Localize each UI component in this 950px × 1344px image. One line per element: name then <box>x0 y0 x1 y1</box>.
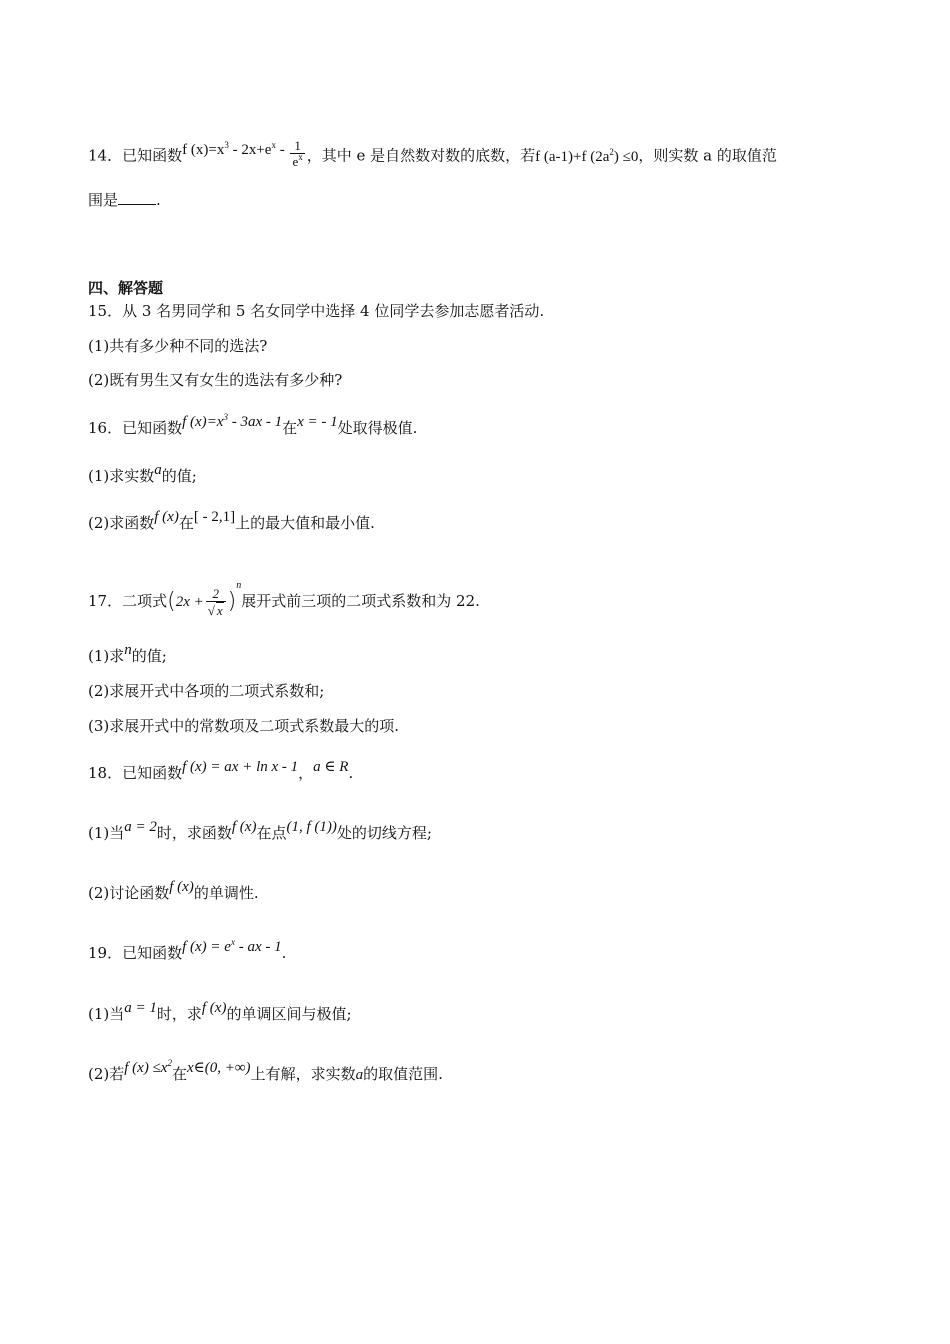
q16-part1: (1)求实数a的值; <box>88 462 197 485</box>
q15-part1: (1)共有多少种不同的选法? <box>88 337 268 355</box>
q17-fraction: $\frac{2}{√ x}$ <box>206 586 226 618</box>
q19-part2: (2)若f $(x) \le x^2$在x∈(0, +∞)上有解，求实数a的取值范围. <box>88 1058 443 1083</box>
q17-part1: (1)求n的值; <box>88 642 167 665</box>
q19-range: x∈(0, +∞) <box>186 1060 251 1076</box>
q16-func: f $(x)=x^3 - 3ax - 1$ <box>182 412 283 430</box>
q17-tail: 展开式前三项的二项式系数和为 22. <box>241 592 480 610</box>
q18-intro: 已知函数 <box>122 764 183 782</box>
q14-line2-text: 围是 <box>88 191 119 209</box>
q18-cond: a = 2 <box>124 819 157 835</box>
q15-part2: (2)既有男生又有女生的选法有多少种? <box>88 371 343 389</box>
q18-part1: (1)当a = 2时，求函数f (x)在点(1, f (1))处的切线方程; <box>88 819 432 842</box>
q19-func: f $(x) = e^x$ - ax - 1 <box>182 937 282 955</box>
q14-line1 <box>88 140 777 173</box>
q18-p2-func: f (x) <box>169 879 194 895</box>
q17-intro: 二项式 <box>122 592 168 610</box>
q18-func: f (x) = ax + ln x - 1 <box>182 759 299 775</box>
q16-tail: 处取得极值. <box>337 419 418 437</box>
q16-part2: (2)求函数f (x)在[ - 2,1]上的最大值和最小值. <box>88 509 375 532</box>
q16-number: 16． <box>88 419 123 437</box>
q14-tail: ，则实数 a 的取值范 <box>638 146 777 165</box>
q17-stem <box>88 580 480 618</box>
q17-exponent: n <box>236 580 242 591</box>
q17-number: 17． <box>88 592 123 610</box>
q19-ineq: f $(x) \le x^2$ <box>124 1058 172 1076</box>
section-title: 四、解答题 <box>88 279 164 297</box>
q16-mid: 在 <box>282 419 298 437</box>
left-paren: ( <box>167 589 176 614</box>
answer-blank[interactable] <box>118 192 156 205</box>
q17-part2: (2)求展开式中各项的二项式系数和; <box>88 682 325 700</box>
q18-number: 18． <box>88 764 123 782</box>
q14-fraction: $\frac{1}{e^x}$ <box>292 138 303 169</box>
q16-intro: 已知函数 <box>122 419 183 437</box>
q16-stem <box>88 412 418 440</box>
right-paren: ) <box>227 589 237 614</box>
q19-stem: 19．已知函数f $(x) = e^x$ - ax - 1. <box>88 937 287 962</box>
q14-line2 <box>88 190 161 210</box>
q18-point: (1, f (1)) <box>286 819 337 835</box>
q14-mid: ，其中 e 是自然数对数的底数，若 <box>306 146 536 165</box>
q18-stem: 18．已知函数f (x) = ax + ln x - 1，a ∈ R. <box>88 759 354 782</box>
q17-part3: (3)求展开式中的常数项及二项式系数最大的项. <box>88 717 400 735</box>
q18-p1-func: f (x) <box>231 819 257 835</box>
q14-condition: f (a-1)+f $(2a^2) \le 0$ <box>535 146 639 165</box>
q19-number: 19． <box>88 944 123 962</box>
q19-part1: (1)当a = 1时，求f (x)的单调区间与极值; <box>88 1000 352 1023</box>
q14-intro: 已知函数 <box>122 146 183 165</box>
q19-intro: 已知函数 <box>122 944 183 962</box>
q14-number: 14． <box>88 146 123 165</box>
q17-var-n: n <box>124 642 132 658</box>
q18-domain: a ∈ R <box>313 759 349 775</box>
q16-var-a: a <box>154 462 162 478</box>
q16-p2-func: f (x) <box>154 509 179 525</box>
q19-p1-func: f (x) <box>201 1000 227 1016</box>
q18-part2: (2)讨论函数f (x)的单调性. <box>88 879 259 902</box>
q19-cond: a = 1 <box>124 1000 157 1016</box>
q16-point: x = - 1 <box>297 414 338 430</box>
q17-term: 2x + <box>175 594 204 610</box>
q16-interval: [ - 2,1] <box>193 509 236 525</box>
q15-stem: 15．从 3 名男同学和 5 名女同学中选择 4 位同学去参加志愿者活动. <box>88 302 545 320</box>
q14-period: . <box>156 191 161 209</box>
q14-func: f $(x)=x^3 - 2x+e^x$ - <box>182 139 289 158</box>
q19-var-a: a <box>355 1067 364 1083</box>
